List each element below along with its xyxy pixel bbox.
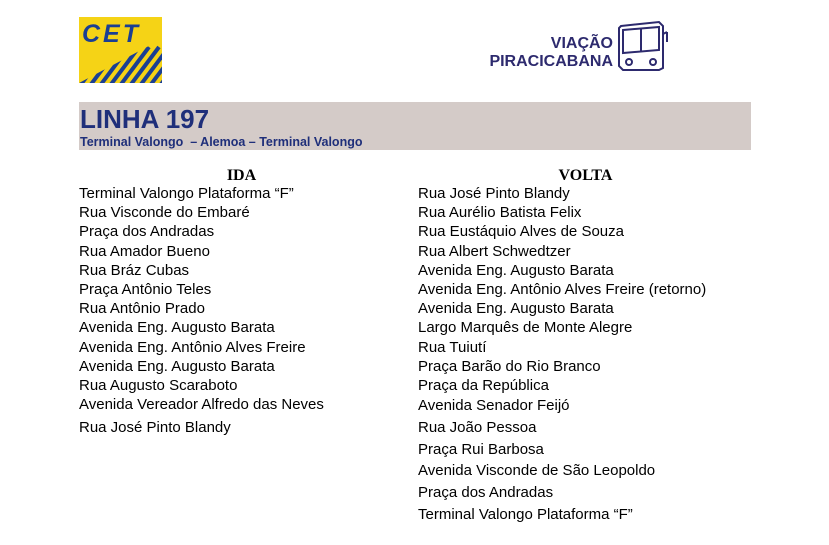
list-item: Praça Antônio Teles — [79, 281, 212, 298]
list-item: Praça da República — [418, 377, 549, 394]
list-item: Rua Bráz Cubas — [79, 262, 190, 279]
list-item: Rua Visconde do Embaré — [79, 204, 250, 221]
company-logo-line2: PIRACICABANA — [489, 53, 613, 70]
line-title: LINHA 197 — [80, 104, 210, 134]
list-item: Avenida Eng. Augusto Barata — [79, 358, 275, 375]
list-item: Rua Eustáquio Alves de Souza — [418, 223, 624, 240]
list-item: Rua Amador Bueno — [79, 243, 210, 260]
list-item: Avenida Eng. Augusto Barata — [79, 319, 275, 336]
list-item: Praça Barão do Rio Branco — [418, 358, 601, 375]
list-item: Rua Tuiutí — [418, 339, 487, 356]
list-item: Terminal Valongo Plataforma “F” — [418, 506, 633, 523]
list-item: Avenida Visconde de São Leopoldo — [418, 462, 656, 479]
list-item: Avenida Senador Feijó — [418, 397, 570, 414]
volta-heading: VOLTA — [558, 167, 613, 184]
volta-column — [418, 166, 753, 523]
cet-logo-text: CET — [82, 20, 141, 48]
list-item: Avenida Vereador Alfredo das Neves — [79, 396, 324, 413]
route-subtitle: Terminal Valongo – Alemoa – Terminal Valongo — [80, 135, 363, 149]
bus-icon — [615, 20, 671, 76]
list-item: Largo Marquês de Monte Alegre — [418, 319, 633, 336]
list-item: Rua Albert Schwedtzer — [418, 243, 571, 260]
list-item: Praça Rui Barbosa — [418, 441, 544, 458]
list-item: Rua Aurélio Batista Felix — [418, 204, 582, 221]
company-logo-line1: VIAÇÃO — [550, 35, 613, 52]
list-item: Praça dos Andradas — [79, 223, 215, 240]
list-item: Avenida Eng. Antônio Alves Freire (retorno) — [418, 281, 707, 298]
list-item: Avenida Eng. Antônio Alves Freire — [79, 339, 306, 356]
cet-logo — [79, 17, 162, 83]
list-item: Avenida Eng. Augusto Barata — [418, 300, 614, 317]
list-item: Rua João Pessoa — [418, 419, 537, 436]
list-item: Rua José Pinto Blandy — [79, 419, 231, 436]
list-item: Avenida Eng. Augusto Barata — [418, 262, 614, 279]
ida-heading: IDA — [226, 167, 257, 184]
list-item: Rua Antônio Prado — [79, 300, 205, 317]
ida-column — [79, 166, 404, 436]
list-item: Terminal Valongo Plataforma “F” — [79, 185, 294, 202]
title-bar — [79, 102, 751, 150]
list-item: Rua Augusto Scaraboto — [79, 377, 238, 394]
list-item: Rua José Pinto Blandy — [418, 185, 570, 202]
company-logo — [476, 20, 671, 76]
list-item: Praça dos Andradas — [418, 484, 554, 501]
